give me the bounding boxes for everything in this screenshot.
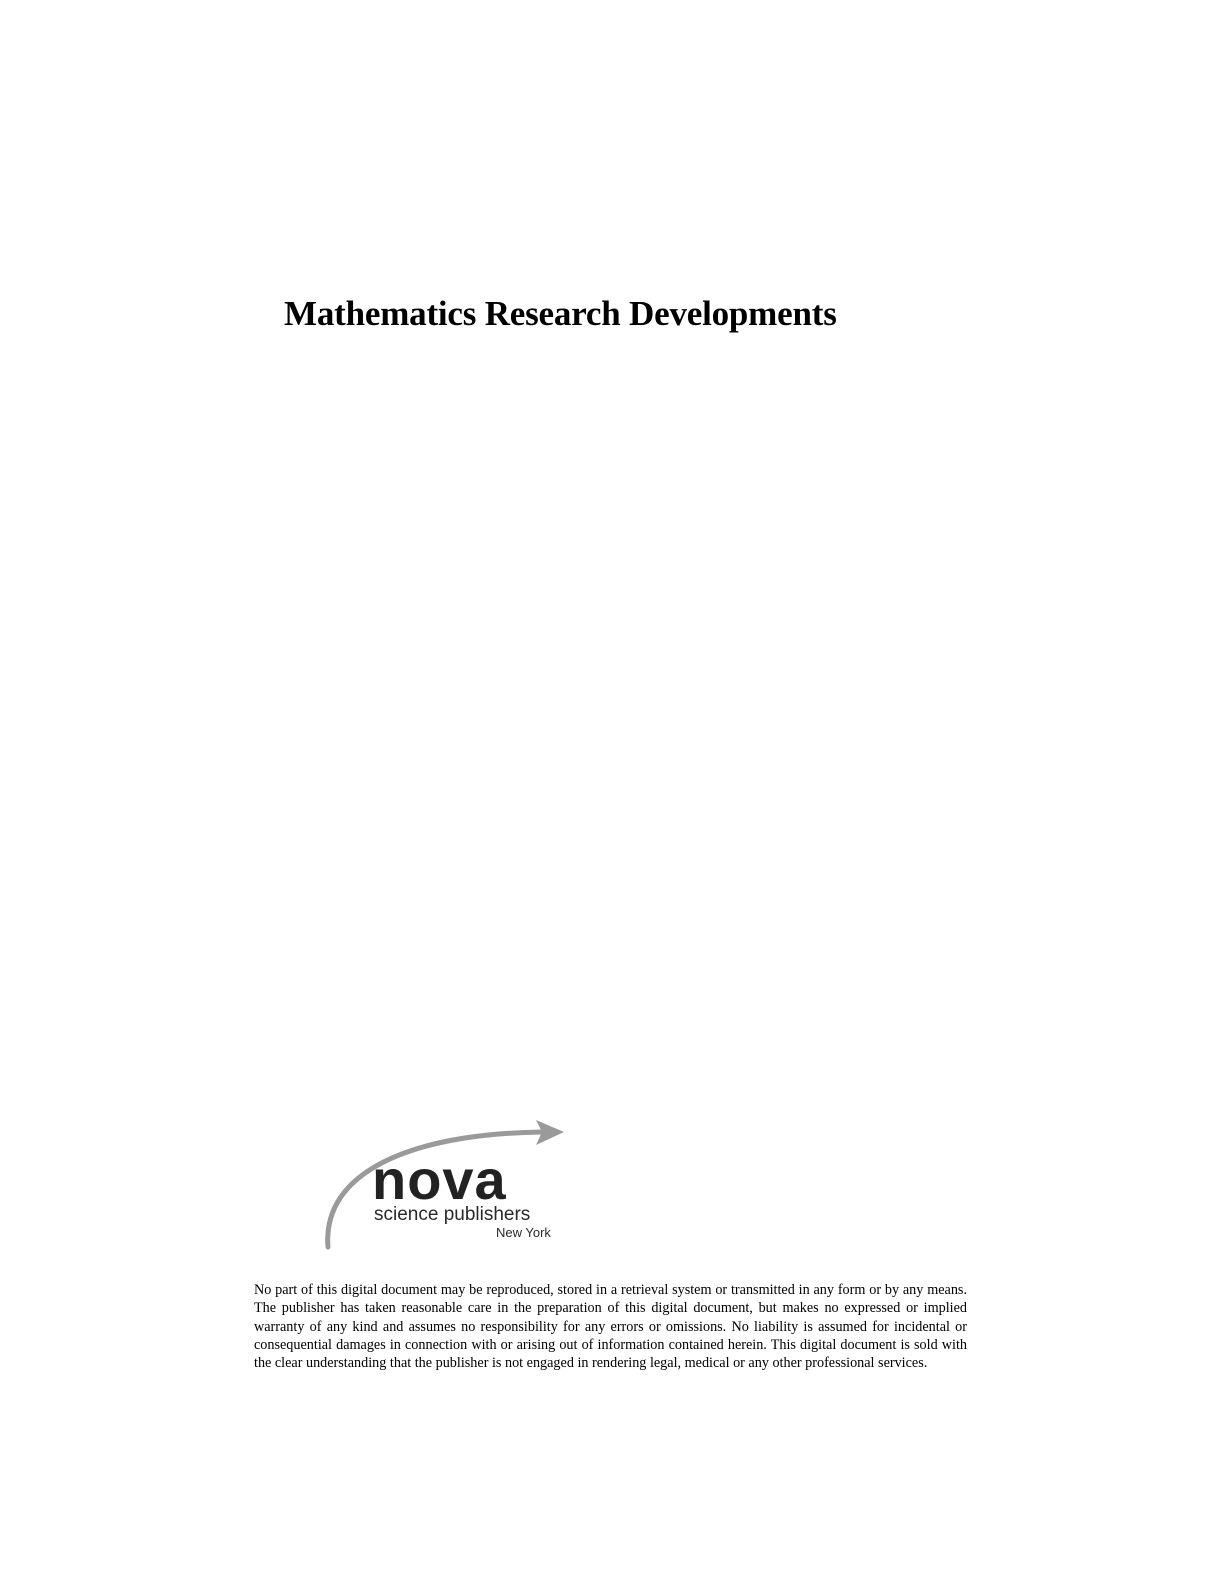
publisher-logo <box>320 1112 570 1252</box>
series-title: Mathematics Research Developments <box>284 294 837 333</box>
logo-subtitle: science publishers <box>374 1204 531 1225</box>
logo-wordmark: nova <box>372 1148 507 1211</box>
logo-city: New York <box>496 1225 551 1240</box>
copyright-disclaimer: No part of this digital document may be reproduced, stored in a retrieval system or transmitted in any form or by any means. The publisher has taken reasonable care in the preparation of this digital document, but makes no expressed or implied warranty of any kind and assumes no responsibility for any errors or omissions. No liability is assumed for incidental or consequential damages in connection with or arising out of information contained herein. This digital document is sold with the clear understanding that the publisher is not engaged in rendering legal, medical or any other professional services. <box>254 1282 967 1372</box>
